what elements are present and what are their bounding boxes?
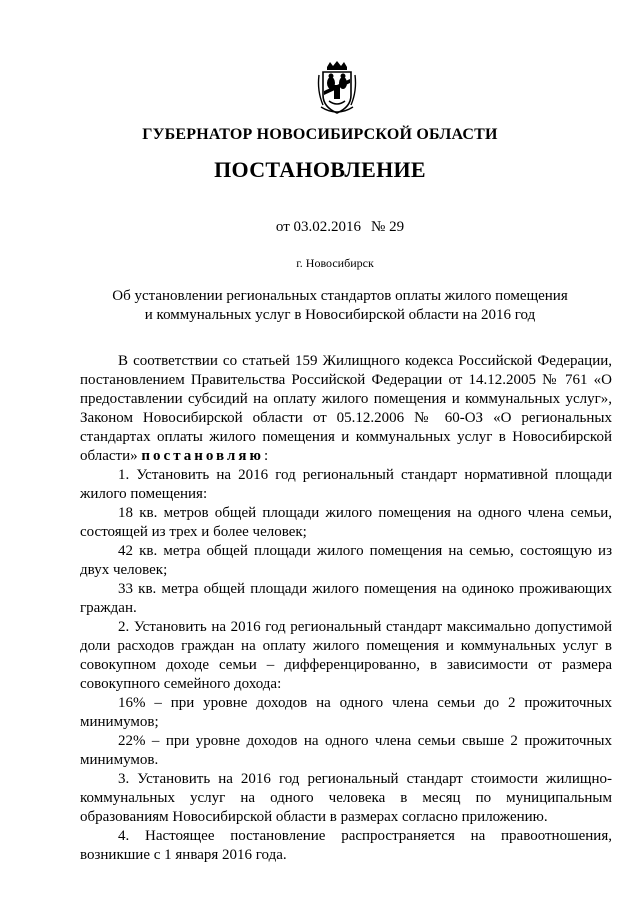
subject-line: и коммунальных услуг в Новосибирской области на 2016 год bbox=[144, 307, 536, 323]
document-subject bbox=[80, 287, 600, 325]
item-1-a: 18 кв. метров общей площади жилого помещения на одного члена семьи, состоящей из трех и более человек; bbox=[80, 505, 612, 540]
item-2-b: 22% – при уровне доходов на одного члена семьи свыше 2 прожиточных минимумов. bbox=[80, 733, 612, 768]
item-2: 2. Установить на 2016 год региональный стандарт максимально допустимой доли расходов граждан на оплату жилого помещения и коммунальных услуг в совокупном доходе семьи – дифференцированно, в зависимости от размера совокупного семейного дохода: bbox=[80, 619, 612, 692]
item-1: 1. Установить на 2016 год региональный стандарт нормативной площади жилого помещения: bbox=[80, 467, 612, 502]
item-4: 4. Настоящее постановление распространяется на правоотношения, возникшие с 1 января 2016 года. bbox=[80, 828, 612, 863]
document-number: № 29 bbox=[371, 219, 405, 235]
preamble-paragraph bbox=[80, 352, 612, 466]
document-date: от 03.02.2016 bbox=[275, 219, 362, 235]
decree-word: постановляю bbox=[141, 448, 264, 464]
document-body bbox=[80, 352, 612, 865]
decree-colon: : bbox=[263, 448, 269, 464]
document-city: г. Новосибирск bbox=[296, 256, 374, 270]
item-1-b: 42 кв. метра общей площади жилого помещения на семью, состоящую из двух человек; bbox=[80, 543, 612, 578]
org-title: ГУБЕРНАТОР НОВОСИБИРСКОЙ ОБЛАСТИ bbox=[142, 126, 498, 143]
document-type-title: ПОСТАНОВЛЕНИЕ bbox=[214, 157, 426, 182]
item-3: 3. Установить на 2016 год региональный стандарт стоимости жилищно-коммунальных услуг на одного человека в месяц по муниципальным образованиям Новосибирской области в размерах согласно приложению. bbox=[80, 771, 612, 825]
document-date-number bbox=[0, 219, 640, 236]
item-2-a: 16% – при уровне доходов на одного члена семьи до 2 прожиточных минимумов; bbox=[80, 695, 612, 730]
subject-line: Об установлении региональных стандартов оплаты жилого помещения bbox=[112, 288, 568, 304]
item-1-c: 33 кв. метра общей площади жилого помещения на одиноко проживающих граждан. bbox=[80, 581, 612, 616]
preamble-text: В соответствии со статьей 159 Жилищного кодекса Российской Федерации, постановлением Правительства Российской Федерации от 14.12.2005 № 761 «О предоставлении субсидий на оплату жилого помещения и коммунальных услуг», Законом Новосибирской области от 05.12.2006 № 60-ОЗ «О региональных стандартах оплаты жилого помещения и коммунальных услуг в Новосибирской области» bbox=[80, 353, 612, 464]
coat-of-arms-icon bbox=[315, 61, 359, 116]
